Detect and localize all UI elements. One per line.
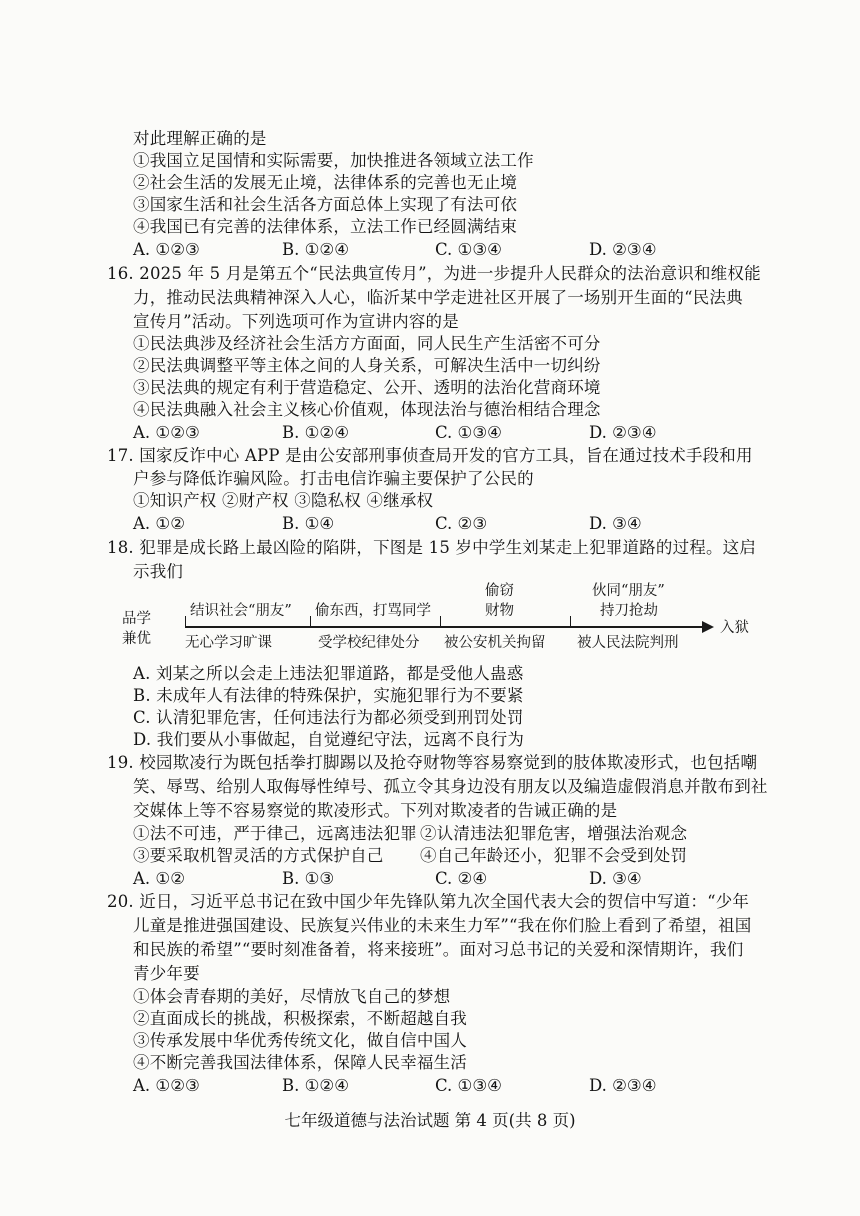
- q17-option-b: B. ①④: [282, 514, 335, 533]
- q19-option-a: A. ①②: [133, 869, 185, 888]
- diagram-below-3: 被公安机关拘留: [444, 635, 546, 651]
- q16-stem-line-3: 宣传月”活动。下列选项可作为宣讲内容的是: [133, 312, 459, 331]
- q19-item-1: ①法不可违，严于律己，远离违法犯罪: [133, 824, 417, 843]
- q20-stem-line-1: 20. 近日，习近平总书记在致中国少年先锋队第九次全国代表大会的贺信中写道：“少年: [107, 892, 750, 911]
- timeline-arrow-icon: [702, 621, 714, 633]
- q17-option-a: A. ①②: [133, 514, 185, 533]
- q20-item-4: ④不断完善我国法律体系，保障人民幸福生活: [133, 1053, 467, 1072]
- diagram-end: 入狱: [720, 620, 749, 636]
- diagram-above-1: 结识社会“朋友”: [190, 603, 292, 619]
- q20-item-2: ②直面成长的挑战，积极探索，不断超越自我: [133, 1009, 467, 1028]
- q17-stem-line-1: 17. 国家反诈中心 APP 是由公安部刑事侦查局开发的官方工具，旨在通过技术手段和用: [107, 446, 753, 465]
- q15-item-2: ②社会生活的发展无止境，法律体系的完善也无止境: [133, 173, 518, 192]
- q16-item-1: ①民法典涉及经济社会生活方方面面，同人民生产生活密不可分: [133, 334, 601, 353]
- q19-stem-line-1: 19. 校园欺凌行为既包括拳打脚踢以及抢夺财物等容易察觉到的肢体欺凌形式，也包括嘲: [107, 753, 758, 772]
- q19-item-3: ③要采取机智灵活的方式保护自己: [133, 846, 384, 865]
- diagram-above-4b: 持刀抢劫: [600, 603, 658, 619]
- diagram-start-bottom: 兼优: [122, 631, 151, 647]
- q18-stem-line-1: 18. 犯罪是成长路上最凶险的陷阱，下图是 15 岁中学生刘某走上犯罪道路的过程。这启: [107, 538, 757, 557]
- q15-item-1: ①我国立足国情和实际需要，加快推进各领域立法工作: [133, 151, 534, 170]
- q19-option-d: D. ③④: [589, 869, 642, 888]
- q15-option-b: B. ①②④: [282, 240, 349, 259]
- q20-stem-line-2: 儿童是推进强国建设、民族复兴伟业的未来生力军”“我在你们脸上看到了希望，祖国: [133, 916, 752, 935]
- q15-option-a: A. ①②③: [133, 240, 200, 259]
- timeline-tick: [185, 616, 186, 627]
- page-footer: 七年级道德与法治试题 第 4 页(共 8 页): [284, 1111, 576, 1130]
- q16-stem-line-2: 力，推动民法典精神深入人心，临沂某中学走进社区开展了一场别开生面的“民法典: [133, 288, 743, 307]
- q17-option-c: C. ②③: [435, 514, 488, 533]
- q19-option-c: C. ②④: [435, 869, 488, 888]
- diagram-below-4: 被人民法院判刑: [577, 635, 679, 651]
- q15-item-4: ④我国已有完善的法律体系，立法工作已经圆满结束: [133, 217, 518, 236]
- q18-choice-d: D. 我们要从小事做起，自觉遵纪守法，远离不良行为: [133, 730, 525, 749]
- timeline-tick: [570, 616, 571, 627]
- q20-option-d: D. ②③④: [589, 1076, 657, 1095]
- q19-stem-line-2: 笑、辱骂、给别人取侮辱性绰号、孤立令其身边没有朋友以及编造虚假消息并散布到社: [133, 777, 768, 796]
- q18-choice-a: A. 刘某之所以会走上违法犯罪道路，都是受他人蛊惑: [133, 664, 524, 683]
- q19-item-4: ④自己年龄还小，犯罪不会受到处罚: [420, 846, 688, 865]
- diagram-below-1: 无心学习旷课: [185, 635, 272, 651]
- q20-option-c: C. ①③④: [435, 1076, 502, 1095]
- q18-stem-line-2: 示我们: [133, 562, 184, 581]
- q20-item-3: ③传承发展中华优秀传统文化，做自信中国人: [133, 1031, 467, 1050]
- timeline-tick: [440, 616, 441, 627]
- q20-option-a: A. ①②③: [133, 1076, 200, 1095]
- diagram-above-3a: 偷窃: [485, 583, 514, 599]
- q20-stem-line-4: 青少年要: [133, 964, 200, 983]
- timeline-axis: [185, 626, 705, 628]
- q16-item-3: ③民法典的规定有利于营造稳定、公开、透明的法治化营商环境: [133, 378, 601, 397]
- q15-stem-end: 对此理解正确的是: [133, 129, 267, 148]
- q18-choice-b: B. 未成年人有法律的特殊保护，实施犯罪行为不要紧: [133, 686, 524, 705]
- q15-item-3: ③国家生活和社会生活各方面总体上实现了有法可依: [133, 195, 518, 214]
- q20-item-1: ①体会青春期的美好，尽情放飞自己的梦想: [133, 987, 451, 1006]
- diagram-below-2: 受学校纪律处分: [318, 635, 420, 651]
- q19-item-2: ②认清违法犯罪危害，增强法治观念: [420, 824, 688, 843]
- q15-option-c: C. ①③④: [435, 240, 502, 259]
- q16-option-c: C. ①③④: [435, 423, 502, 442]
- q17-items: ①知识产权 ②财产权 ③隐私权 ④继承权: [133, 491, 434, 510]
- timeline-tick: [310, 616, 311, 627]
- q19-stem-line-3: 交媒体上等不容易察觉的欺凌形式。下列对欺凌者的告诫正确的是: [133, 801, 618, 820]
- q20-option-b: B. ①②④: [282, 1076, 349, 1095]
- q16-option-a: A. ①②③: [133, 423, 200, 442]
- q16-option-b: B. ①②④: [282, 423, 349, 442]
- q20-stem-line-3: 和民族的希望”“要时刻准备着，将来接班”。面对习总书记的关爱和深情期许，我们: [133, 940, 744, 959]
- q17-stem-line-2: 户参与降低诈骗风险。打击电信诈骗主要保护了公民的: [133, 469, 534, 488]
- q19-option-b: B. ①③: [282, 869, 335, 888]
- q15-option-d: D. ②③④: [589, 240, 657, 259]
- q16-option-d: D. ②③④: [589, 423, 657, 442]
- q17-option-d: D. ③④: [589, 514, 642, 533]
- diagram-above-3b: 财物: [485, 603, 514, 619]
- q16-item-4: ④民法典融入社会主义核心价值观，体现法治与德治相结合理念: [133, 400, 601, 419]
- diagram-start-top: 品学: [122, 611, 151, 627]
- diagram-above-4a: 伙同“朋友”: [592, 583, 665, 599]
- diagram-above-2: 偷东西，打骂同学: [315, 603, 431, 619]
- q16-item-2: ②民法典调整平等主体之间的人身关系，可解决生活中一切纠纷: [133, 356, 601, 375]
- q18-choice-c: C. 认清犯罪危害，任何违法行为都必须受到刑罚处罚: [133, 708, 524, 727]
- q16-stem-line-1: 16. 2025 年 5 月是第五个“民法典宣传月”，为进一步提升人民群众的法治意识和维权能: [107, 264, 761, 283]
